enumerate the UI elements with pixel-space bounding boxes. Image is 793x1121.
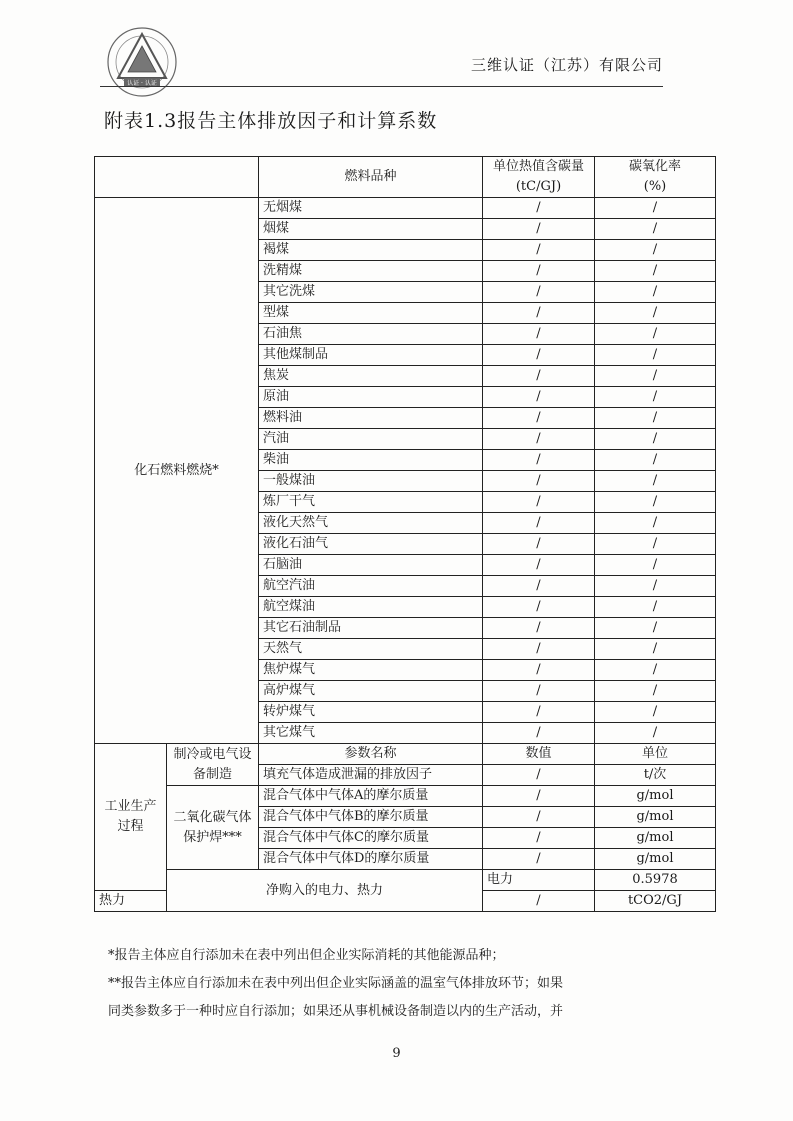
fuel-oxid: / [595,282,716,303]
fuel-carbon: / [483,408,595,429]
fuel-oxid: / [595,534,716,555]
fuel-carbon: / [483,282,595,303]
unit-header: 单位 [595,744,716,765]
fuel-oxid: / [595,429,716,450]
param-unit: g/mol [595,807,716,828]
param-value: / [483,849,595,870]
fuel-oxid: / [595,597,716,618]
fuel-name: 航空汽油 [259,576,483,597]
header-carbon-label: 单位热值含碳量 [492,159,584,174]
fuel-carbon: / [483,723,595,744]
industrial-label: 工业生产过程 [95,744,167,891]
fuel-name: 洗精煤 [259,261,483,282]
header-oxid-label: 碳氧化率 [628,159,681,174]
industrial-sub1: 制冷或电气设备制造 [167,744,259,786]
fuel-oxid: / [595,240,716,261]
fuel-name: 其它洗煤 [259,282,483,303]
page-number: 9 [392,1046,401,1061]
fuel-name: 航空煤油 [259,597,483,618]
fuel-carbon: / [483,576,595,597]
table-row [95,786,716,807]
fuel-carbon: / [483,240,595,261]
param-header: 参数名称 [259,744,483,765]
fuel-name: 液化天然气 [259,513,483,534]
fuel-oxid: / [595,513,716,534]
industrial-sub2: 二氧化碳气体保护焊*** [167,786,259,870]
fuel-name: 原油 [259,387,483,408]
param-value: / [483,765,595,786]
fuel-carbon: / [483,219,595,240]
fuel-oxid: / [595,681,716,702]
fuel-name: 汽油 [259,429,483,450]
fuel-oxid: / [595,303,716,324]
footnote-3: 同类参数多于一种时应自行添加；如果还从事机械设备制造以内的生产活动，并 [108,1004,564,1019]
param-name: 混合气体中气体A的摩尔质量 [259,786,483,807]
fuel-carbon: / [483,303,595,324]
header-fuel: 燃料品种 [259,157,483,198]
fuel-oxid: / [595,345,716,366]
param-unit: g/mol [595,786,716,807]
purchased-name: 热力 [95,891,167,912]
fuel-name: 其他煤制品 [259,345,483,366]
fuel-carbon: / [483,534,595,555]
param-name: 填充气体造成泄漏的排放因子 [259,765,483,786]
fuel-carbon: / [483,681,595,702]
fuel-carbon: / [483,702,595,723]
fuel-oxid: / [595,723,716,744]
fuel-oxid: / [595,387,716,408]
fuel-carbon: / [483,618,595,639]
fuel-oxid: / [595,492,716,513]
fuel-carbon: / [483,450,595,471]
param-unit: g/mol [595,849,716,870]
purchased-value: 0.5978 [595,870,716,891]
fuel-oxid: / [595,261,716,282]
param-name: 混合气体中气体C的摩尔质量 [259,828,483,849]
fossil-fuel-label: 化石燃料燃烧* [95,198,259,744]
fuel-carbon: / [483,366,595,387]
header-oxid-unit: (%) [643,179,667,194]
fuel-name: 转炉煤气 [259,702,483,723]
purchased-name: 电力 [483,870,595,891]
fuel-name: 褐煤 [259,240,483,261]
fuel-name: 天然气 [259,639,483,660]
fuel-name: 高炉煤气 [259,681,483,702]
fuel-name: 石脑油 [259,555,483,576]
fuel-carbon: / [483,429,595,450]
fuel-oxid: / [595,219,716,240]
fuel-carbon: / [483,513,595,534]
fuel-carbon: / [483,555,595,576]
fuel-oxid: / [595,555,716,576]
fuel-oxid: / [595,198,716,219]
company-logo [96,22,196,102]
fuel-carbon: / [483,660,595,681]
param-value: / [483,786,595,807]
fuel-oxid: / [595,639,716,660]
fuel-name: 其它石油制品 [259,618,483,639]
fuel-carbon: / [483,324,595,345]
param-name: 混合气体中气体D的摩尔质量 [259,849,483,870]
header-blank-cell [95,157,259,198]
header-divider [100,86,663,87]
param-unit: g/mol [595,828,716,849]
param-name: 混合气体中气体B的摩尔质量 [259,807,483,828]
fuel-carbon: / [483,261,595,282]
svg-text:认证 · 认证: 认证 · 认证 [127,80,157,87]
fuel-oxid: / [595,450,716,471]
fuel-name: 其它煤气 [259,723,483,744]
fuel-oxid: / [595,660,716,681]
fuel-name: 炼厂干气 [259,492,483,513]
emission-factor-table [94,156,716,912]
table-row [95,198,716,219]
fuel-oxid: / [595,576,716,597]
fuel-oxid: / [595,324,716,345]
fuel-carbon: / [483,597,595,618]
fuel-oxid: / [595,471,716,492]
fuel-name: 石油焦 [259,324,483,345]
footnote-1: *报告主体应自行添加未在表中列出但企业实际消耗的其他能源品种； [108,948,505,963]
header-carbon [483,157,595,198]
purchased-unit: tCO2/GJ [595,891,716,912]
footnotes [108,942,698,1026]
fuel-carbon: / [483,471,595,492]
company-name: 三维认证（江苏）有限公司 [470,56,663,74]
fuel-name: 柴油 [259,450,483,471]
fuel-carbon: / [483,387,595,408]
fuel-oxid: / [595,618,716,639]
fuel-carbon: / [483,492,595,513]
fuel-name: 型煤 [259,303,483,324]
fuel-carbon: / [483,345,595,366]
fuel-name: 液化石油气 [259,534,483,555]
fuel-name: 一般煤油 [259,471,483,492]
page-title: 附表1.3报告主体排放因子和计算系数 [104,110,438,132]
param-value: / [483,828,595,849]
table-row [95,870,716,891]
fuel-name: 燃料油 [259,408,483,429]
fuel-name: 烟煤 [259,219,483,240]
fuel-carbon: / [483,639,595,660]
param-value: / [483,807,595,828]
fuel-name: 焦炭 [259,366,483,387]
fuel-oxid: / [595,702,716,723]
fuel-oxid: / [595,408,716,429]
fuel-name: 焦炉煤气 [259,660,483,681]
fuel-oxid: / [595,366,716,387]
header-oxid [595,157,716,198]
param-unit: t/次 [595,765,716,786]
value-header: 数值 [483,744,595,765]
header-carbon-unit: (tC/GJ) [515,179,562,194]
footnote-2: **报告主体应自行添加未在表中列出但企业实际涵盖的温室气体排放环节；如果 [108,976,564,991]
purchased-value: / [483,891,595,912]
fuel-name: 无烟煤 [259,198,483,219]
fuel-carbon: / [483,198,595,219]
purchased-label: 净购入的电力、热力 [167,870,483,912]
